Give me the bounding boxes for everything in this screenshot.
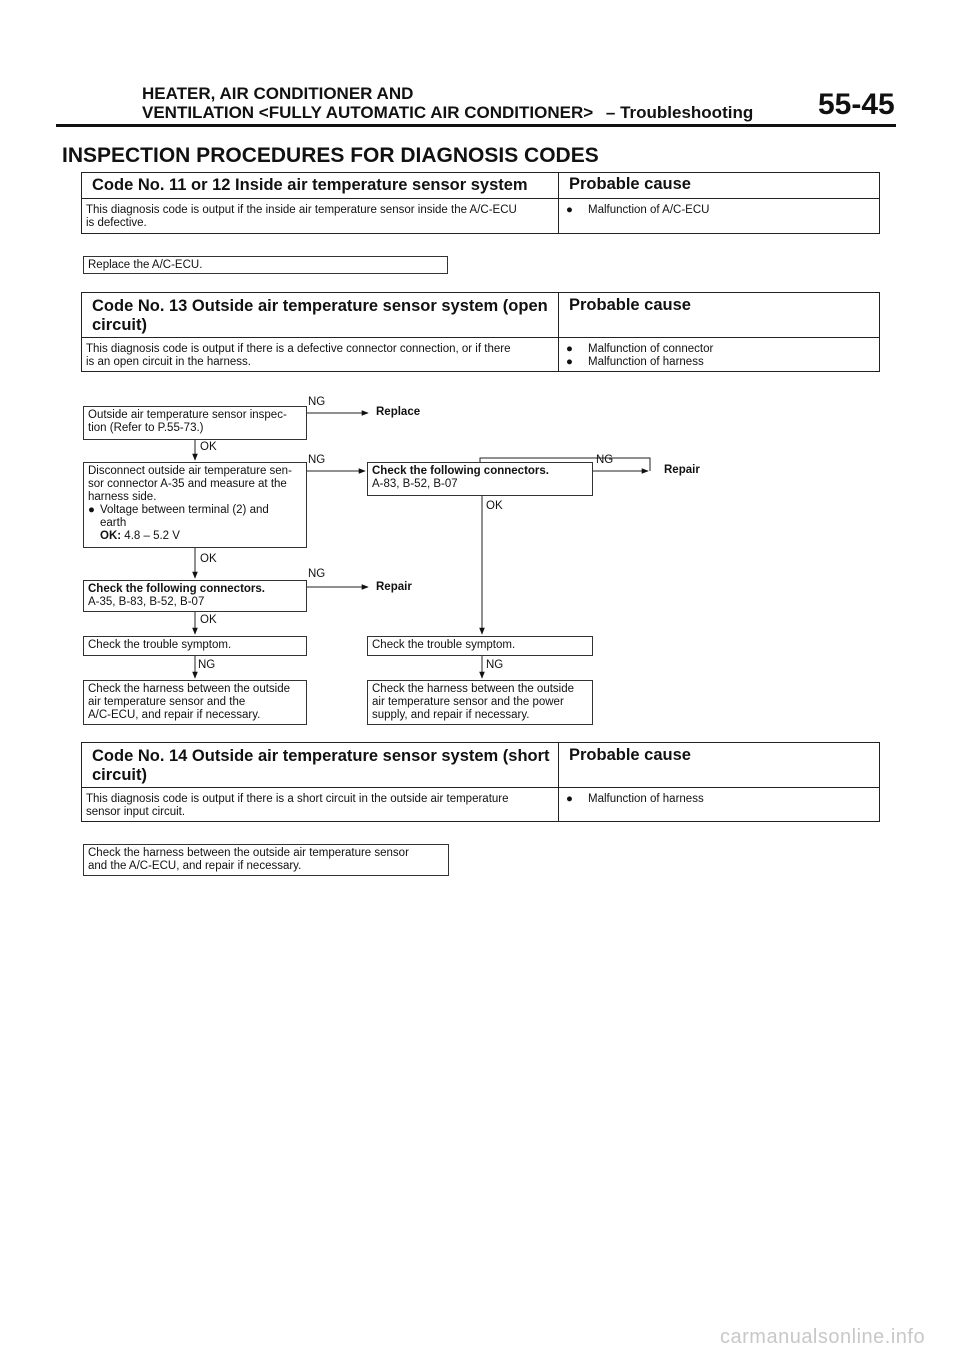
flow-step-check-connectors: Check the following connectors. A-35, B-83, B-52, B-07 bbox=[83, 580, 307, 612]
code-11-12-action: Replace the A/C-ECU. bbox=[83, 256, 448, 274]
flow-right-trouble-symptom: Check the trouble symptom. bbox=[367, 636, 593, 656]
ng-label-5: NG bbox=[198, 659, 216, 671]
code-14-cause-item: ● Malfunction of harness bbox=[566, 793, 704, 805]
code-13-description-l2: is an open circuit in the harness. bbox=[86, 356, 251, 368]
code-11-12-title: Code No. 11 or 12 Inside air temperature sensor system bbox=[92, 176, 528, 194]
code-11-12-cause-item: ● Malfunction of A/C-ECU bbox=[566, 204, 710, 216]
code-14-description-l2: sensor input circuit. bbox=[86, 806, 186, 818]
code-14-description-l1: This diagnosis code is output if there is a short circuit in the outside air temperature bbox=[86, 793, 509, 805]
ok-label-1: OK bbox=[200, 441, 217, 453]
code-13-cause-item-1: ● Malfunction of connector bbox=[566, 343, 714, 355]
ng-label-2: NG bbox=[308, 454, 326, 466]
code-14-action: Check the harness between the outside air temperature sensor and the A/C-ECU, and repair if necessary. bbox=[83, 844, 449, 876]
flow-step-sensor-inspection: Outside air temperature sensor inspec- tion (Refer to P.55-73.) bbox=[83, 406, 307, 440]
code-11-12-description-l1: This diagnosis code is output if the inside air temperature sensor inside the A/C-ECU bbox=[86, 204, 517, 216]
flow-right-check-connectors: Check the following connectors. A-83, B-52, B-07 bbox=[367, 462, 593, 496]
code-13-title-l2: circuit) bbox=[92, 316, 148, 334]
code-11-12-description-l2: is defective. bbox=[86, 217, 147, 229]
code-13-cause-item-2: ● Malfunction of harness bbox=[566, 356, 704, 368]
flow-step-check-harness-ecu: Check the harness between the outside air temperature sensor and the A/C-ECU, and repair if necessary. bbox=[83, 680, 307, 725]
repair-label-1: Repair bbox=[664, 464, 700, 476]
code-14-cause-title: Probable cause bbox=[569, 746, 691, 764]
code-14-table bbox=[81, 742, 880, 822]
main-title: INSPECTION PROCEDURES FOR DIAGNOSIS CODES bbox=[62, 144, 599, 167]
code-14-title-l2: circuit) bbox=[92, 766, 148, 784]
code-11-12-cause-title: Probable cause bbox=[569, 175, 691, 193]
replace-label: Replace bbox=[376, 406, 421, 418]
header-subsection: – Troubleshooting bbox=[605, 103, 754, 122]
ok-label-4: OK bbox=[200, 614, 217, 626]
watermark-text: carmanualsonline.info bbox=[720, 1326, 926, 1348]
ng-label-4: NG bbox=[308, 568, 326, 580]
code-14-title-l1: Code No. 14 Outside air temperature sensor system (short bbox=[92, 747, 550, 765]
code-13-description-l1: This diagnosis code is output if there is a defective connector connection, or if there bbox=[86, 343, 511, 355]
header-line-1: HEATER, AIR CONDITIONER AND bbox=[142, 84, 414, 103]
ng-label-3: NG bbox=[596, 454, 614, 466]
flow-step-measure-voltage: Disconnect outside air temperature sen- sor connector A-35 and measure at the harness side. ● Voltage between terminal (2) and earth OK: 4.8 – 5.2 V bbox=[83, 462, 307, 548]
page-number: 55-45 bbox=[818, 88, 895, 121]
ng-label-6: NG bbox=[486, 659, 504, 671]
header-section: VENTILATION <FULLY AUTOMATIC AIR CONDITIONER> bbox=[142, 103, 594, 122]
code-13-cause-title: Probable cause bbox=[569, 296, 691, 314]
flow-right-check-harness-power: Check the harness between the outside air temperature sensor and the power supply, and repair if necessary. bbox=[367, 680, 593, 725]
ok-label-3: OK bbox=[200, 553, 217, 565]
ok-label-2: OK bbox=[486, 500, 503, 512]
code-13-title-l1: Code No. 13 Outside air temperature sensor system (open bbox=[92, 297, 548, 315]
flow-step-trouble-symptom: Check the trouble symptom. bbox=[83, 636, 307, 656]
ng-label-1: NG bbox=[308, 396, 326, 408]
repair-label-2: Repair bbox=[376, 581, 412, 593]
